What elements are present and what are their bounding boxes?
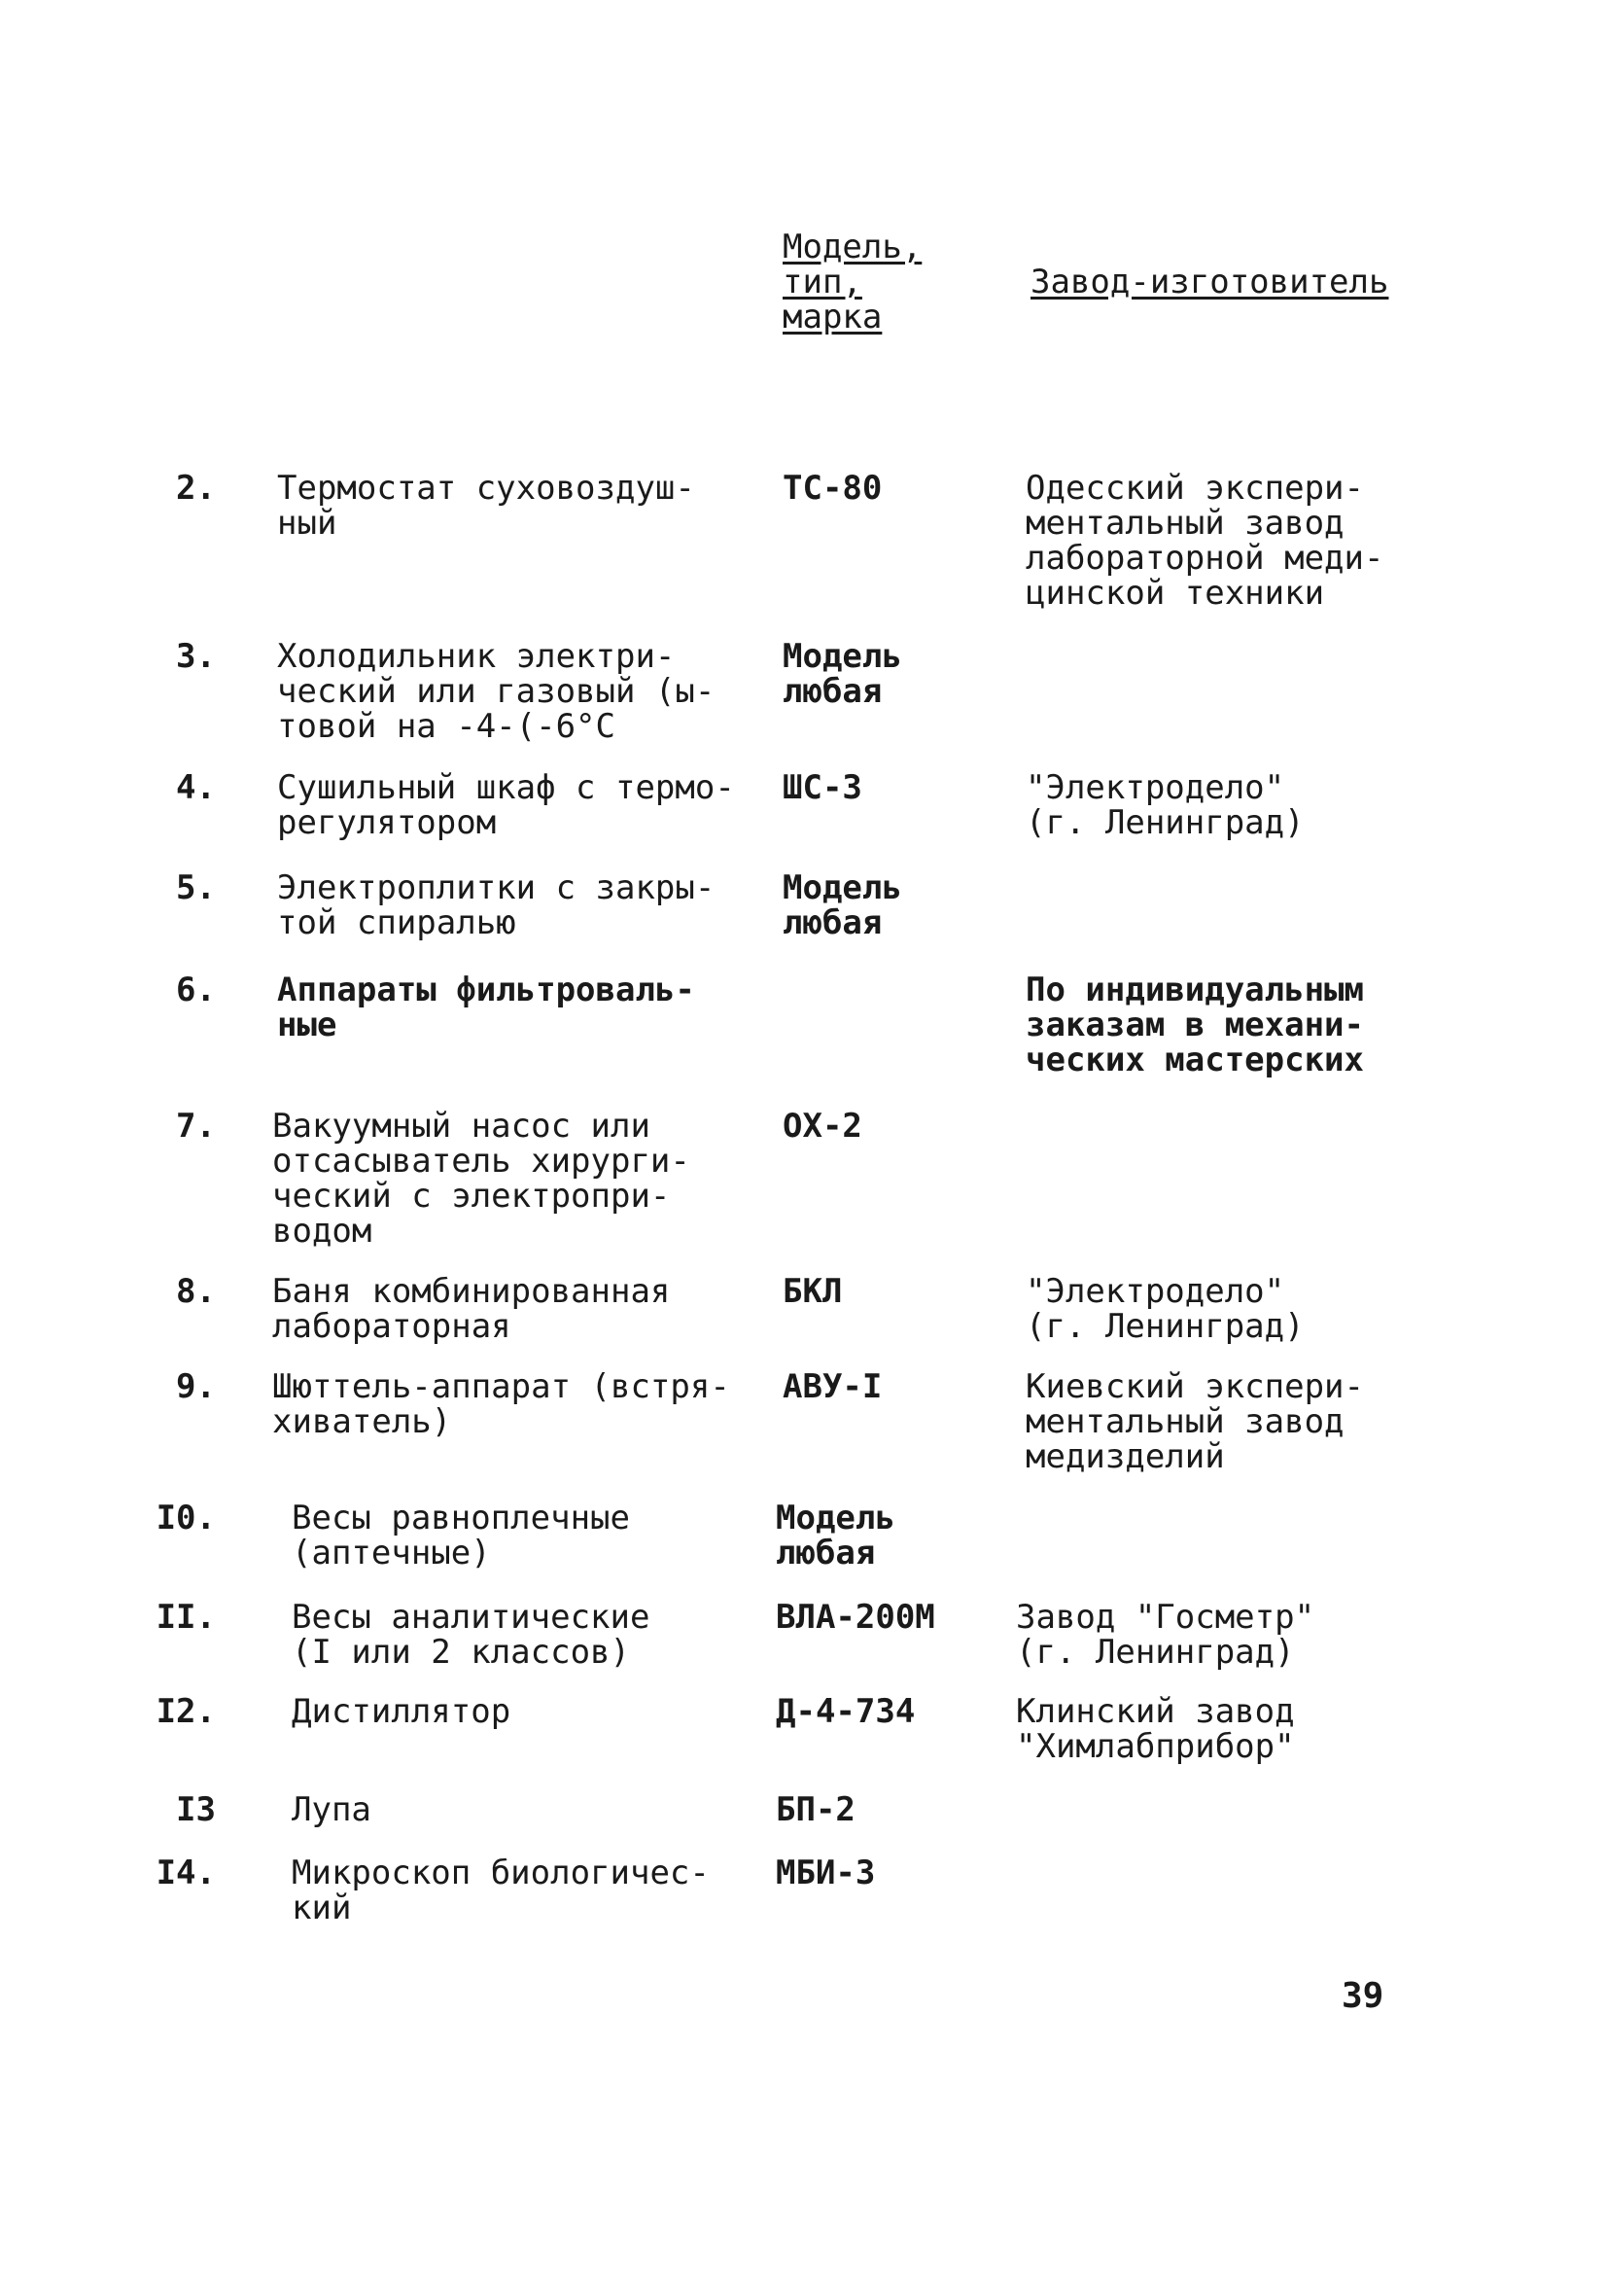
item-manufacturer: По индивидуальным заказам в механи- ческих мастерских [1026,971,1364,1079]
item-model: ТС-80 [783,469,883,508]
item-model: БП-2 [776,1790,856,1829]
item-number: II. [156,1598,216,1637]
item-name: Шюттель-аппарат (встря- хиватель) [272,1367,730,1441]
item-number: I0. [156,1499,216,1537]
item-model: Модель любая [783,868,902,942]
item-model: Д-4-734 [776,1692,916,1731]
model-column-header: Модель, тип, марка [783,228,923,336]
item-number: 9. [176,1367,216,1406]
item-name: Электроплитки с закры- той спиралью [277,868,716,942]
item-name: Холодильник электри- ческий или газовый (ы- товой на -4-(-6°С [277,637,716,746]
item-manufacturer: Одесский экспери- ментальный завод лабораторной меди- цинской техники [1026,469,1384,613]
item-model: ШС-3 [783,768,862,807]
item-name: Баня комбинированная лабораторная [272,1272,671,1346]
item-manufacturer: Клинский завод "Химлабприбор" [1016,1692,1295,1766]
item-model: БКЛ [783,1272,843,1311]
item-number: I3 [176,1790,216,1829]
item-number: 3. [176,637,216,676]
item-number: 6. [176,971,216,1009]
item-name: Весы равноплечные (аптечные) [292,1499,630,1572]
item-number: 5. [176,868,216,907]
item-model: ОХ-2 [783,1107,862,1146]
item-number: 2. [176,469,216,508]
item-model: ВЛА-200М [776,1598,935,1637]
item-name: Аппараты фильтроваль- ные [277,971,695,1044]
item-number: I2. [156,1692,216,1731]
manufacturer-column-header: Завод-изготовитель [1031,263,1389,301]
item-manufacturer: "Электродело" (г. Ленинград) [1026,1272,1305,1346]
item-manufacturer: "Электродело" (г. Ленинград) [1026,768,1305,842]
item-manufacturer: Киевский экспери- ментальный завод медизделий [1026,1367,1364,1476]
item-name: Термостат суховоздуш- ный [277,469,695,543]
item-model: Модель любая [783,637,902,711]
item-name: Весы аналитические (I или 2 классов) [292,1598,650,1672]
item-number: 4. [176,768,216,807]
item-name: Сушильный шкаф с термо- регулятором [277,768,735,842]
item-number: 7. [176,1107,216,1146]
item-number: 8. [176,1272,216,1311]
item-model: АВУ-I [783,1367,883,1406]
item-model: Модель любая [776,1499,895,1572]
item-name: Дистиллятор [292,1692,511,1731]
page-number: 39 [1342,1976,1384,2016]
item-name: Микроскоп биологичес- кий [292,1854,710,1927]
item-number: I4. [156,1854,216,1892]
item-manufacturer: Завод "Госметр" (г. Ленинград) [1016,1598,1315,1672]
item-model: МБИ-3 [776,1854,876,1892]
item-name: Лупа [292,1790,371,1829]
item-name: Вакуумный насос или отсасыватель хирурги- ческий с электропри- водом [272,1107,690,1251]
